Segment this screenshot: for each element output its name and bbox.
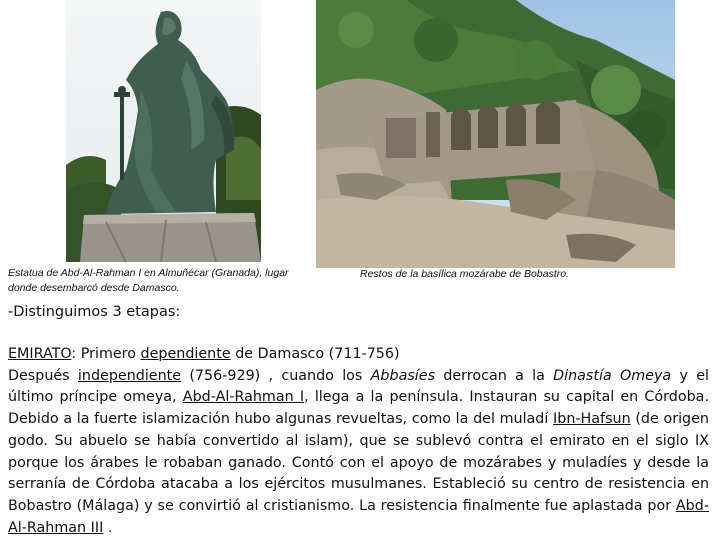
- text-run: de Damasco (711-756): [230, 346, 400, 362]
- statue-caption: Estatua de Abd-Al-Rahman I en Almuñécar (Granada), lugar donde desembarcó desde Damasco.: [8, 267, 289, 294]
- abd-al-rahman-i-term: Abd-Al-Rahman I: [182, 389, 305, 406]
- statue-photo: [66, 0, 261, 262]
- text-run: .: [103, 519, 113, 536]
- text-run: y el último príncipe omeya,: [8, 367, 709, 406]
- emirato-line: [8, 344, 709, 366]
- statue-illustration: [66, 0, 261, 262]
- ruins-photo: [316, 0, 675, 268]
- abd-al-rahman-iii-term: Abd-Al-Rahman III: [8, 497, 709, 536]
- text-run: Después: [8, 367, 78, 384]
- text-run: (756-929) , cuando los: [181, 367, 371, 384]
- dependiente-term: dependiente: [140, 346, 231, 362]
- ruins-illustration: [316, 0, 675, 268]
- emirato-label: EMIRATO: [8, 346, 72, 362]
- text-run: , llega a la península. Instauran su capital en Córdoba. Debido a la fuerte islamización hubo algunas revueltas, como la del muladí: [8, 389, 709, 428]
- dinastia-omeya-term: Dinastía Omeya: [553, 367, 672, 384]
- text-run: derrocan a la: [435, 367, 554, 384]
- text-run: (de origen godo. Su abuelo se había convertido al islam), que se sublevó contra el emirato en el siglo IX porque los árabes le robaban ganado. Contó con el apoyo de mozárabes y muladíes y desde la serranía de Córdoba atacaba a los ejércitos musulmanes. Estableció su centro de resistencia en Bobastro (Málaga) y se convirtió al cristianismo. La resistencia finalmente fue aplastada por: [8, 411, 709, 514]
- text-run: : Primero: [71, 346, 141, 362]
- ruins-caption: Restos de la basílica mozárabe de Bobastro.: [360, 268, 569, 280]
- abbasies-term: Abbasíes: [370, 367, 436, 384]
- stages-heading: -Distinguimos 3 etapas:: [8, 304, 181, 320]
- body-text: [8, 344, 709, 539]
- independiente-term: independiente: [77, 367, 182, 384]
- emirato-paragraph: [8, 366, 709, 540]
- ibn-hafsun-term: Ibn-Hafsun: [553, 411, 631, 428]
